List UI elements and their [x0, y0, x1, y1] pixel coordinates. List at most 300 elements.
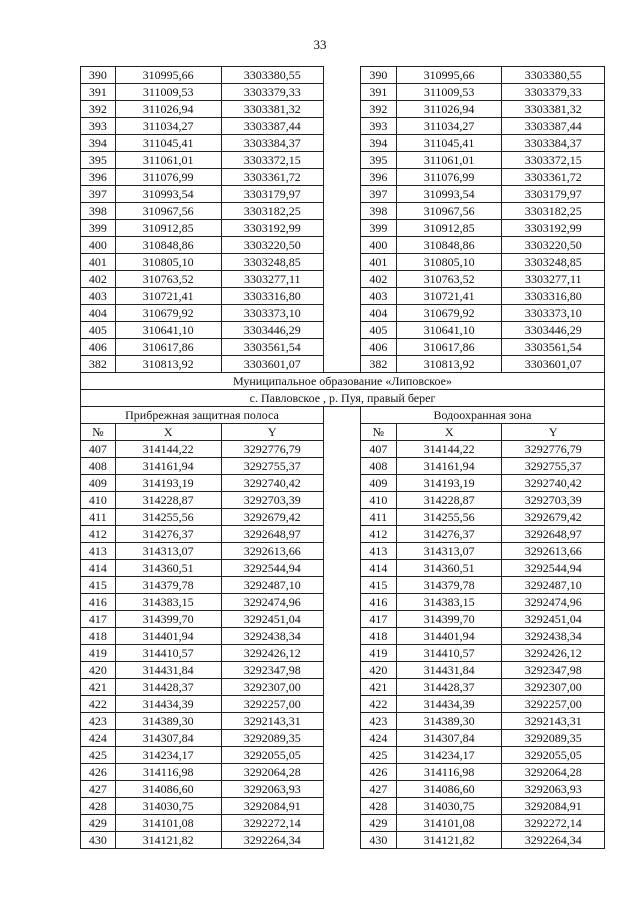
y-coordinate: 3292613,66 — [221, 543, 323, 560]
point-number: 424 — [81, 730, 116, 747]
x-coordinate: 310721,41 — [115, 288, 221, 305]
y-coordinate: 3303561,54 — [502, 339, 605, 356]
x-coordinate: 310763,52 — [396, 271, 502, 288]
x-coordinate: 310967,56 — [115, 203, 221, 220]
x-coordinate: 314389,30 — [115, 713, 221, 730]
x-coordinate: 314431,84 — [115, 662, 221, 679]
col-header-x: X — [396, 424, 502, 441]
table-row — [81, 543, 605, 560]
y-coordinate: 3292613,66 — [502, 543, 605, 560]
table-gap — [323, 322, 360, 339]
x-coordinate: 314401,94 — [396, 628, 502, 645]
point-number: 426 — [81, 764, 116, 781]
point-number: 423 — [360, 713, 396, 730]
point-number: 424 — [360, 730, 396, 747]
y-coordinate: 3303372,15 — [221, 152, 323, 169]
point-number: 382 — [360, 356, 396, 373]
table-row — [81, 628, 605, 645]
y-coordinate: 3292063,93 — [221, 781, 323, 798]
point-number: 395 — [360, 152, 396, 169]
table-row — [81, 288, 605, 305]
table-row — [81, 662, 605, 679]
point-number: 402 — [360, 271, 396, 288]
table-row — [81, 560, 605, 577]
x-coordinate: 310993,54 — [396, 186, 502, 203]
y-coordinate: 3292755,37 — [502, 458, 605, 475]
y-coordinate: 3292264,34 — [502, 832, 605, 849]
table-gap — [323, 220, 360, 237]
x-coordinate: 314428,37 — [396, 679, 502, 696]
table-row — [81, 237, 605, 254]
col-header-y: Y — [502, 424, 605, 441]
point-number: 430 — [360, 832, 396, 849]
table-gap — [323, 713, 360, 730]
y-coordinate: 3292307,00 — [221, 679, 323, 696]
point-number: 397 — [360, 186, 396, 203]
table-row — [81, 441, 605, 458]
y-coordinate: 3292143,31 — [502, 713, 605, 730]
point-number: 417 — [360, 611, 396, 628]
y-coordinate: 3292143,31 — [221, 713, 323, 730]
y-coordinate: 3303601,07 — [502, 356, 605, 373]
y-coordinate: 3292084,91 — [502, 798, 605, 815]
y-coordinate: 3303381,32 — [502, 101, 605, 118]
point-number: 412 — [81, 526, 116, 543]
table-gap — [323, 84, 360, 101]
x-coordinate: 314255,56 — [115, 509, 221, 526]
point-number: 393 — [360, 118, 396, 135]
table-gap — [323, 492, 360, 509]
table-gap — [323, 781, 360, 798]
x-coordinate: 314193,19 — [115, 475, 221, 492]
table-row — [81, 492, 605, 509]
y-coordinate: 3303192,99 — [221, 220, 323, 237]
y-coordinate: 3292055,05 — [221, 747, 323, 764]
point-number: 390 — [81, 67, 116, 84]
table-row — [81, 203, 605, 220]
x-coordinate: 314228,87 — [115, 492, 221, 509]
table-gap — [323, 475, 360, 492]
point-number: 392 — [360, 101, 396, 118]
y-coordinate: 3292740,42 — [502, 475, 605, 492]
col-header-x: X — [115, 424, 221, 441]
y-coordinate: 3292474,96 — [502, 594, 605, 611]
x-coordinate: 314228,87 — [396, 492, 502, 509]
y-coordinate: 3303379,33 — [221, 84, 323, 101]
x-coordinate: 310995,66 — [115, 67, 221, 84]
col-header-num: № — [81, 424, 116, 441]
y-coordinate: 3292347,98 — [502, 662, 605, 679]
table-row — [81, 509, 605, 526]
y-coordinate: 3292755,37 — [221, 458, 323, 475]
x-coordinate: 310813,92 — [396, 356, 502, 373]
x-coordinate: 311009,53 — [396, 84, 502, 101]
table-gap — [323, 118, 360, 135]
y-coordinate: 3303379,33 — [502, 84, 605, 101]
point-number: 409 — [360, 475, 396, 492]
point-number: 415 — [360, 577, 396, 594]
point-number: 422 — [360, 696, 396, 713]
y-coordinate: 3303277,11 — [221, 271, 323, 288]
x-coordinate: 314313,07 — [396, 543, 502, 560]
point-number: 408 — [360, 458, 396, 475]
page-number: 33 — [313, 37, 327, 52]
table-row — [81, 815, 605, 832]
point-number: 391 — [360, 84, 396, 101]
table-row — [81, 696, 605, 713]
table-row — [81, 67, 605, 84]
x-coordinate: 311034,27 — [396, 118, 502, 135]
point-number: 401 — [360, 254, 396, 271]
table-row — [81, 645, 605, 662]
x-coordinate: 314030,75 — [115, 798, 221, 815]
point-number: 421 — [81, 679, 116, 696]
x-coordinate: 310617,86 — [396, 339, 502, 356]
x-coordinate: 314410,57 — [115, 645, 221, 662]
x-coordinate: 314360,51 — [396, 560, 502, 577]
point-number: 399 — [81, 220, 116, 237]
table-row — [81, 475, 605, 492]
point-number: 392 — [81, 101, 116, 118]
x-coordinate: 314234,17 — [115, 747, 221, 764]
y-coordinate: 3292438,34 — [221, 628, 323, 645]
y-coordinate: 3292544,94 — [502, 560, 605, 577]
y-coordinate: 3292426,12 — [502, 645, 605, 662]
y-coordinate: 3303179,97 — [221, 186, 323, 203]
section-header — [81, 373, 605, 441]
y-coordinate: 3292307,00 — [502, 679, 605, 696]
y-coordinate: 3292703,39 — [502, 492, 605, 509]
point-number: 397 — [81, 186, 116, 203]
point-number: 429 — [360, 815, 396, 832]
table-gap — [323, 424, 360, 441]
y-coordinate: 3292451,04 — [221, 611, 323, 628]
table-gap — [323, 509, 360, 526]
y-coordinate: 3292272,14 — [221, 815, 323, 832]
point-number: 401 — [81, 254, 116, 271]
point-number: 400 — [81, 237, 116, 254]
x-coordinate: 314389,30 — [396, 713, 502, 730]
y-coordinate: 3303387,44 — [502, 118, 605, 135]
table-row — [81, 220, 605, 237]
y-coordinate: 3292264,34 — [221, 832, 323, 849]
y-coordinate: 3303381,32 — [221, 101, 323, 118]
table-row — [81, 594, 605, 611]
x-coordinate: 314116,98 — [115, 764, 221, 781]
y-coordinate: 3303380,55 — [502, 67, 605, 84]
table-row — [81, 832, 605, 849]
y-coordinate: 3292648,97 — [502, 526, 605, 543]
x-coordinate: 314431,84 — [396, 662, 502, 679]
point-number: 420 — [81, 662, 116, 679]
point-number: 396 — [360, 169, 396, 186]
col-header-y: Y — [221, 424, 323, 441]
y-coordinate: 3303179,97 — [502, 186, 605, 203]
point-number: 419 — [360, 645, 396, 662]
x-coordinate: 314399,70 — [115, 611, 221, 628]
point-number: 430 — [81, 832, 116, 849]
point-number: 425 — [360, 747, 396, 764]
table-row — [81, 526, 605, 543]
y-coordinate: 3292776,79 — [502, 441, 605, 458]
point-number: 422 — [81, 696, 116, 713]
point-number: 428 — [360, 798, 396, 815]
x-coordinate: 314144,22 — [115, 441, 221, 458]
y-coordinate: 3303220,50 — [221, 237, 323, 254]
point-number: 417 — [81, 611, 116, 628]
table-gap — [323, 798, 360, 815]
table-row — [81, 186, 605, 203]
x-coordinate: 314101,08 — [396, 815, 502, 832]
x-coordinate: 311045,41 — [115, 135, 221, 152]
y-coordinate: 3303561,54 — [221, 339, 323, 356]
point-number: 420 — [360, 662, 396, 679]
table-gap — [323, 186, 360, 203]
y-coordinate: 3292063,93 — [502, 781, 605, 798]
point-number: 398 — [81, 203, 116, 220]
y-coordinate: 3292474,96 — [221, 594, 323, 611]
point-number: 428 — [81, 798, 116, 815]
y-coordinate: 3292347,98 — [221, 662, 323, 679]
y-coordinate: 3303384,37 — [221, 135, 323, 152]
x-coordinate: 314313,07 — [115, 543, 221, 560]
x-coordinate: 311061,01 — [396, 152, 502, 169]
y-coordinate: 3292740,42 — [221, 475, 323, 492]
table-gap — [323, 458, 360, 475]
x-coordinate: 310967,56 — [396, 203, 502, 220]
table-gap — [323, 815, 360, 832]
y-coordinate: 3303220,50 — [502, 237, 605, 254]
point-number: 405 — [81, 322, 116, 339]
x-coordinate: 314255,56 — [396, 509, 502, 526]
point-number: 414 — [81, 560, 116, 577]
table-gap — [323, 254, 360, 271]
table-gap — [323, 169, 360, 186]
point-number: 391 — [81, 84, 116, 101]
x-coordinate: 310679,92 — [396, 305, 502, 322]
point-number: 416 — [360, 594, 396, 611]
x-coordinate: 311061,01 — [115, 152, 221, 169]
point-number: 406 — [360, 339, 396, 356]
point-number: 390 — [360, 67, 396, 84]
table-row — [81, 118, 605, 135]
point-number: 418 — [360, 628, 396, 645]
point-number: 421 — [360, 679, 396, 696]
y-coordinate: 3292487,10 — [221, 577, 323, 594]
x-coordinate: 310805,10 — [115, 254, 221, 271]
lower-rows — [81, 441, 605, 849]
point-number: 416 — [81, 594, 116, 611]
y-coordinate: 3292679,42 — [221, 509, 323, 526]
table-gap — [323, 152, 360, 169]
x-coordinate: 314379,78 — [396, 577, 502, 594]
point-number: 429 — [81, 815, 116, 832]
table-row — [81, 764, 605, 781]
x-coordinate: 311009,53 — [115, 84, 221, 101]
y-coordinate: 3303601,07 — [221, 356, 323, 373]
point-number: 418 — [81, 628, 116, 645]
x-coordinate: 314383,15 — [115, 594, 221, 611]
table-gap — [323, 407, 360, 424]
point-number: 408 — [81, 458, 116, 475]
table-gap — [323, 101, 360, 118]
point-number: 393 — [81, 118, 116, 135]
point-number: 405 — [360, 322, 396, 339]
x-coordinate: 310679,92 — [115, 305, 221, 322]
table-row — [81, 84, 605, 101]
table-row — [81, 730, 605, 747]
x-coordinate: 314030,75 — [396, 798, 502, 815]
x-coordinate: 314276,37 — [115, 526, 221, 543]
point-number: 415 — [81, 577, 116, 594]
y-coordinate: 3303446,29 — [221, 322, 323, 339]
x-coordinate: 314121,82 — [396, 832, 502, 849]
x-coordinate: 310848,86 — [396, 237, 502, 254]
y-coordinate: 3303361,72 — [502, 169, 605, 186]
y-coordinate: 3292257,00 — [221, 696, 323, 713]
x-coordinate: 310993,54 — [115, 186, 221, 203]
point-number: 394 — [360, 135, 396, 152]
table-row — [81, 458, 605, 475]
x-coordinate: 314116,98 — [396, 764, 502, 781]
y-coordinate: 3303361,72 — [221, 169, 323, 186]
table-gap — [323, 305, 360, 322]
locality-title: с. Павловское , р. Пуя, правый берег — [81, 390, 605, 407]
table-gap — [323, 560, 360, 577]
left-section-title: Прибрежная защитная полоса — [81, 407, 324, 424]
point-number: 395 — [81, 152, 116, 169]
y-coordinate: 3292257,00 — [502, 696, 605, 713]
y-coordinate: 3303387,44 — [221, 118, 323, 135]
table-row — [81, 322, 605, 339]
point-number: 403 — [360, 288, 396, 305]
y-coordinate: 3303248,85 — [502, 254, 605, 271]
y-coordinate: 3292055,05 — [502, 747, 605, 764]
point-number: 404 — [360, 305, 396, 322]
right-section-title: Водоохранная зона — [360, 407, 604, 424]
table-gap — [323, 730, 360, 747]
x-coordinate: 310813,92 — [115, 356, 221, 373]
table-row — [81, 798, 605, 815]
table-row — [81, 169, 605, 186]
point-number: 406 — [81, 339, 116, 356]
x-coordinate: 310617,86 — [115, 339, 221, 356]
coordinates-table — [80, 66, 605, 849]
y-coordinate: 3292776,79 — [221, 441, 323, 458]
point-number: 398 — [360, 203, 396, 220]
y-coordinate: 3303182,25 — [221, 203, 323, 220]
point-number: 404 — [81, 305, 116, 322]
table-gap — [323, 271, 360, 288]
x-coordinate: 314276,37 — [396, 526, 502, 543]
x-coordinate: 314307,84 — [396, 730, 502, 747]
y-coordinate: 3303380,55 — [221, 67, 323, 84]
table-row — [81, 356, 605, 373]
table-gap — [323, 356, 360, 373]
x-coordinate: 311076,99 — [115, 169, 221, 186]
point-number: 399 — [360, 220, 396, 237]
y-coordinate: 3292438,34 — [502, 628, 605, 645]
y-coordinate: 3292089,35 — [221, 730, 323, 747]
y-coordinate: 3292544,94 — [221, 560, 323, 577]
table-gap — [323, 764, 360, 781]
y-coordinate: 3303446,29 — [502, 322, 605, 339]
point-number: 427 — [360, 781, 396, 798]
x-coordinate: 314428,37 — [115, 679, 221, 696]
table-row — [81, 135, 605, 152]
x-coordinate: 314144,22 — [396, 441, 502, 458]
table-row — [81, 577, 605, 594]
y-coordinate: 3292064,28 — [502, 764, 605, 781]
x-coordinate: 314086,60 — [115, 781, 221, 798]
x-coordinate: 310912,85 — [396, 220, 502, 237]
x-coordinate: 310848,86 — [115, 237, 221, 254]
y-coordinate: 3292451,04 — [502, 611, 605, 628]
y-coordinate: 3292648,97 — [221, 526, 323, 543]
x-coordinate: 310641,10 — [115, 322, 221, 339]
table-row — [81, 781, 605, 798]
x-coordinate: 311045,41 — [396, 135, 502, 152]
point-number: 413 — [81, 543, 116, 560]
table-gap — [323, 441, 360, 458]
table-row — [81, 339, 605, 356]
table-gap — [323, 67, 360, 84]
y-coordinate: 3292089,35 — [502, 730, 605, 747]
y-coordinate: 3303372,15 — [502, 152, 605, 169]
table-row — [81, 305, 605, 322]
point-number: 407 — [360, 441, 396, 458]
municipality-title: Муниципальное образование «Липовское» — [81, 373, 605, 390]
x-coordinate: 311034,27 — [115, 118, 221, 135]
table-row — [81, 747, 605, 764]
y-coordinate: 3292064,28 — [221, 764, 323, 781]
table-row — [81, 679, 605, 696]
col-header-num: № — [360, 424, 396, 441]
table-row — [81, 713, 605, 730]
x-coordinate: 310763,52 — [115, 271, 221, 288]
table-gap — [323, 135, 360, 152]
point-number: 409 — [81, 475, 116, 492]
table-gap — [323, 339, 360, 356]
y-coordinate: 3292084,91 — [221, 798, 323, 815]
table-gap — [323, 832, 360, 849]
y-coordinate: 3303277,11 — [502, 271, 605, 288]
x-coordinate: 314434,39 — [396, 696, 502, 713]
x-coordinate: 310721,41 — [396, 288, 502, 305]
table-gap — [323, 237, 360, 254]
y-coordinate: 3303248,85 — [221, 254, 323, 271]
x-coordinate: 311026,94 — [115, 101, 221, 118]
point-number: 419 — [81, 645, 116, 662]
x-coordinate: 314410,57 — [396, 645, 502, 662]
table-gap — [323, 611, 360, 628]
table-gap — [323, 577, 360, 594]
x-coordinate: 314234,17 — [396, 747, 502, 764]
point-number: 412 — [360, 526, 396, 543]
y-coordinate: 3292679,42 — [502, 509, 605, 526]
x-coordinate: 314121,82 — [115, 832, 221, 849]
table-row — [81, 101, 605, 118]
table-gap — [323, 543, 360, 560]
point-number: 411 — [81, 509, 116, 526]
point-number: 407 — [81, 441, 116, 458]
y-coordinate: 3292426,12 — [221, 645, 323, 662]
x-coordinate: 314434,39 — [115, 696, 221, 713]
point-number: 410 — [360, 492, 396, 509]
x-coordinate: 310912,85 — [115, 220, 221, 237]
point-number: 402 — [81, 271, 116, 288]
point-number: 413 — [360, 543, 396, 560]
